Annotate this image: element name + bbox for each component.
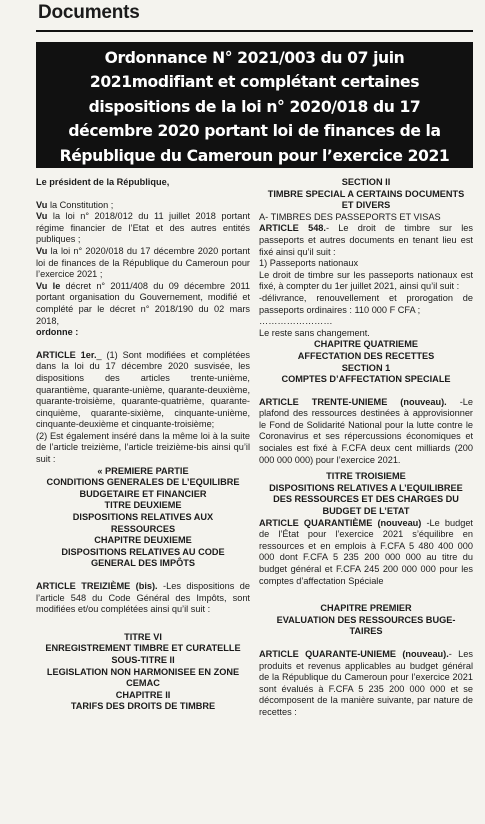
heading: TITRE DEUXIEME [104, 500, 182, 511]
vu-loi-2020: Vu la loi n° 2020/018 du 17 décembre 2020 portant loi de finances de la République du Cameroun pour l’exercice 2021 ; [36, 245, 250, 280]
article-40: ARTICLE QUARANTIÈME (nouveau) -Le budget de l’État pour l’exercice 2021 s’équilibre en ressources et en emplois à F.CFA 5 480 400 000 000 dont F.CFA 5 235 200 000 000 au titre du budget général et F.CFA 245 200 000 000 pour les comptes d’affectation Spéciale [259, 517, 473, 586]
passports-text: Le droit de timbre sur les passeports nationaux est fixé, à compter du 1er juillet 2021, ainsi qu’il suit : [259, 269, 473, 292]
vu-decret: Vu le décret n° 2011/408 du 09 décembre 2011 portant organisation du Gouvernement, modifié et complété par le décret n° 2018/190 du 02 mars 2018, [36, 280, 250, 326]
heading: CEMAC [126, 678, 160, 689]
right-column [259, 177, 473, 719]
heading: DISPOSITIONS RELATIVES AU CODE [61, 546, 225, 557]
heading: RESSOURCES [110, 523, 176, 534]
heading: ET DIVERS [341, 200, 391, 211]
heading: BUDGET DE L’ETAT [322, 506, 410, 517]
president-line: Le président de la République, [36, 177, 170, 187]
heading: SECTION II [341, 177, 391, 187]
heading: DES RESSOURCES ET DES CHARGES DU [273, 494, 459, 505]
title-line: Ordonnance N° 2021/003 du 07 juin [104, 49, 405, 67]
heading: BUDGETAIRE ET FINANCIER [79, 488, 207, 499]
article-548: ARTICLE 548.- Le droit de timbre sur les passeports et autres documents en tenant lieu est fixé ainsi qu’il suit : [259, 223, 473, 257]
sub-heading: A- TIMBRES DES PASSEPORTS ET VISAS [259, 211, 441, 222]
article-1: ARTICLE 1er._ (1) Sont modifiées et complétées dans la loi du 17 décembre 2020 susvisée, les dispositions des articles trente-unième, quarantième, quarante-unième, quarante-deuxième, quarante-troisième, quarante-quatrième, quarante-cinquième, quarante-sixième, cinquante-unième, cinquante-deuxième et cinquante-troisième; [36, 349, 251, 430]
heading: COMPTES D’AFFECTATION SPECIALE [281, 374, 451, 385]
ordonne: ordonne : [36, 327, 79, 338]
heading: CHAPITRE QUATRIEME [314, 339, 418, 350]
ordinance-title-box [36, 42, 473, 168]
title-line: dispositions de la loi n° 2020/018 du 17 [88, 97, 421, 116]
vu-constitution: Vu la Constitution ; [36, 199, 114, 210]
title-line: 2021modifiant et complétant certaines [89, 73, 420, 92]
heading: SECTION 1 [341, 362, 391, 373]
rest-unchanged: Le reste sans changement. [259, 327, 370, 338]
left-column [36, 177, 250, 713]
article-1-para-2: (2) Est également inséré dans la même loi à la suite de l’article treizième, l’article treizième-bis ainsi qu’il suit : [36, 430, 250, 465]
heading: CHAPITRE DEUXIEME [94, 535, 192, 546]
section-title: Documents [38, 2, 140, 23]
heading: CONDITIONS GENERALES DE L’EQUILIBRE [46, 477, 240, 488]
heading: GENERAL DES IMPÔTS [91, 558, 195, 569]
title-line: République du Cameroun pour l’exercice 2021 [59, 146, 450, 165]
article-31: ARTICLE TRENTE-UNIEME (nouveau). -Le plafond des ressources destinées à approvisionner le Fond de Solidarité National pour la lutte contre le Coronavirus et ses répercussions économiques et sociales est fixé à F.CFA deux cent milliards (200 000 000 000) pour l’exercice 2021. [259, 396, 473, 465]
heading: « PREMIERE PARTIE [97, 465, 189, 476]
heading: CHAPITRE II [115, 689, 171, 700]
article-13-bis: ARTICLE TREIZIÈME (bis). -Les dispositions de l’article 548 du Code Général des Impôts, sont modifiées et/ou complétées ainsi qu’il suit : [36, 581, 250, 615]
header-rule [36, 30, 473, 32]
heading: TIMBRE SPECIAL A CERTAINS DOCUMENTS [267, 188, 465, 199]
heading: TITRE VI [124, 631, 162, 642]
heading: DISPOSITIONS RELATIVES AUX [72, 512, 214, 523]
heading: TAIRES [349, 626, 383, 637]
heading: SOUS-TITRE II [111, 654, 175, 665]
title-line: décembre 2020 portant loi de finances de la [68, 122, 441, 141]
article-41: ARTICLE QUARANTE-UNIEME (nouveau).- Les produits et revenus applicables au budget général de la République du Cameroun pour l’exercice 2021 sont évalués à F.CFA 5 235 200 000 000 et se décomposent de la manière suivante, par nature de recettes : [259, 648, 473, 717]
heading: TITRE TROISIEME [326, 471, 406, 482]
heading: ENREGISTREMENT TIMBRE ET CURATELLE [45, 643, 241, 654]
heading: AFFECTATION DES RECETTES [297, 350, 435, 361]
vu-loi-2018: Vu la loi n° 2018/012 du 11 juillet 2018 portant régime financier de l’Etat et des autres entités publiques ; [36, 211, 250, 245]
heading: DISPOSITIONS RELATIVES A L’EQUILIBREE [269, 482, 463, 493]
heading: CHAPITRE PREMIER [320, 603, 412, 614]
heading: EVALUATION DES RESSOURCES BUGE- [276, 614, 456, 625]
passport-fee: -délivrance, renouvellement et prorogation de passeports ordinaires : 110 000 F CFA ; [259, 292, 473, 315]
heading: LEGISLATION NON HARMONISEE EN ZONE [46, 666, 240, 677]
section-header [0, 0, 485, 44]
passports-heading: 1) Passeports nationaux [259, 258, 359, 269]
ellipsis-line: …………………… [259, 316, 333, 327]
heading: TARIFS DES DROITS DE TIMBRE [70, 701, 216, 712]
